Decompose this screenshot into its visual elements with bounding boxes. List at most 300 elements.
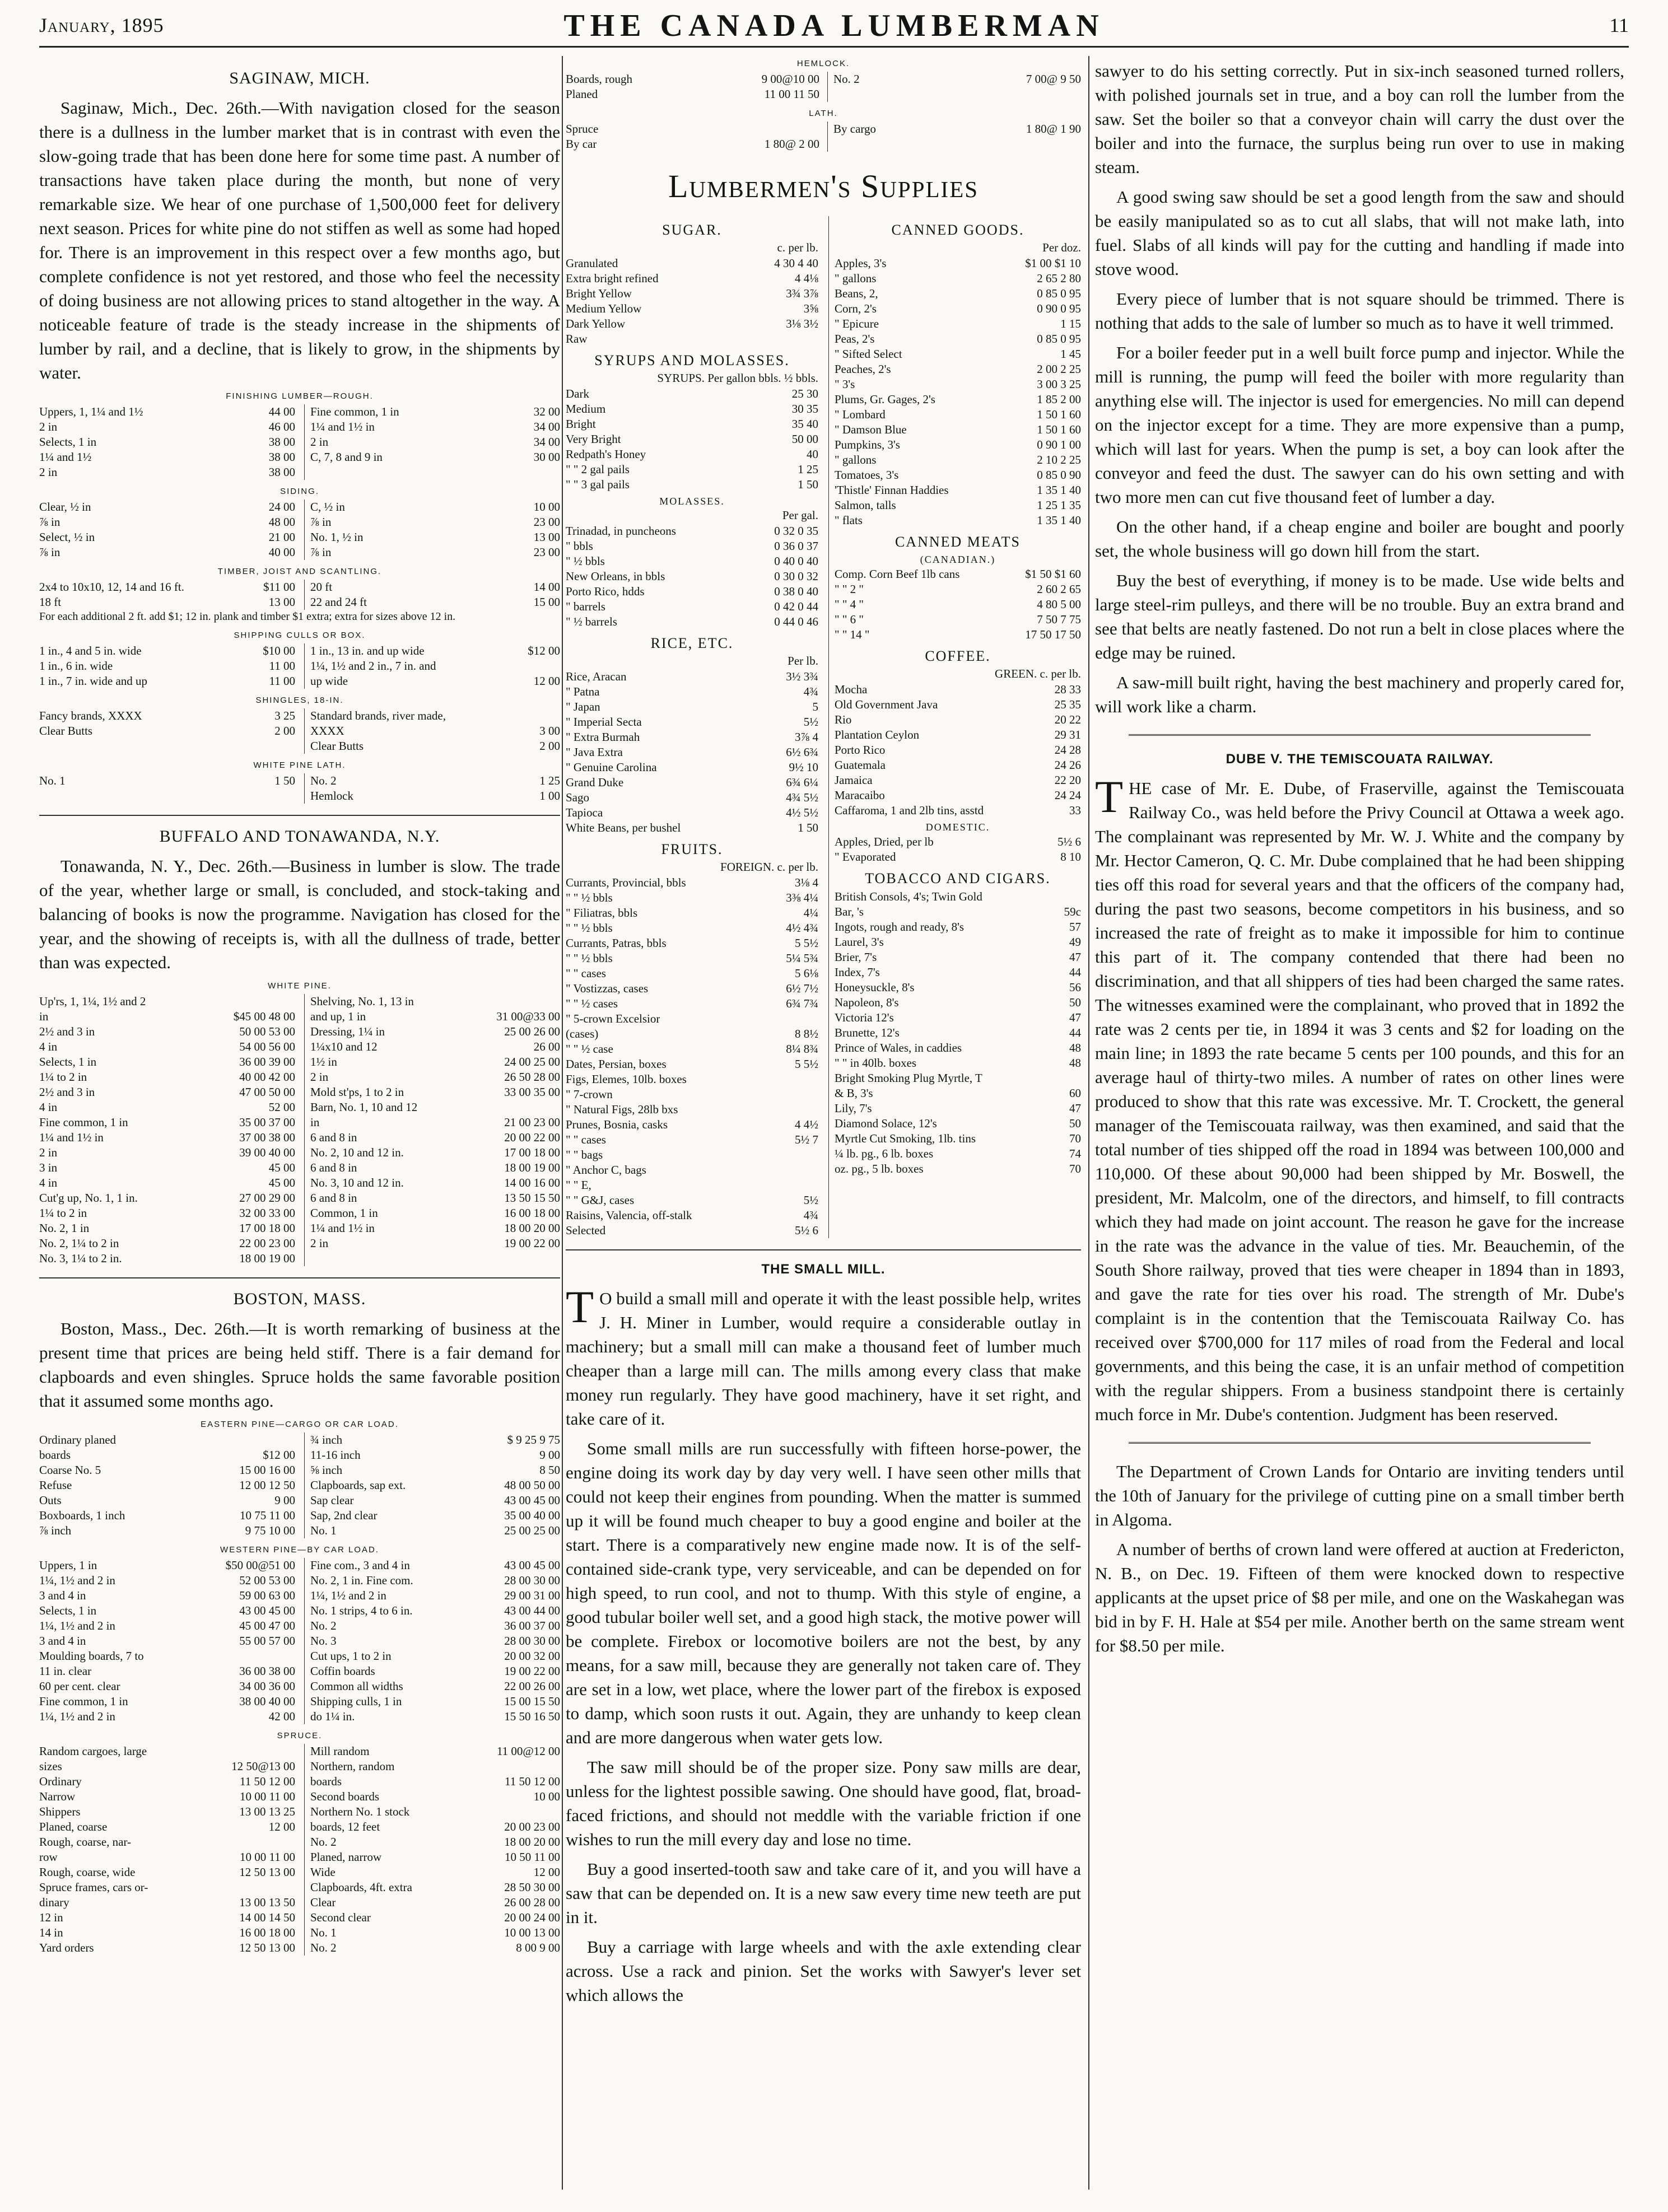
item-label: Apples, 3's bbox=[835, 256, 887, 270]
price-row bbox=[835, 582, 1081, 597]
molasses-list bbox=[566, 524, 818, 629]
item-price: 14 00 16 00 bbox=[504, 1176, 560, 1189]
item-label: boards, 12 feet bbox=[310, 1820, 380, 1833]
item-price: 18 00 20 00 bbox=[504, 1221, 560, 1235]
item-price: $50 00@51 00 bbox=[225, 1558, 295, 1572]
item-label: No. 2, 1 in. Fine com. bbox=[310, 1574, 413, 1587]
price-row bbox=[39, 1634, 295, 1649]
item-label: " " 2 gal pails bbox=[566, 463, 630, 476]
price-row bbox=[39, 1603, 295, 1618]
item-label: Beans, 2, bbox=[835, 287, 878, 300]
item-label: " Java Extra bbox=[566, 745, 623, 759]
price-row bbox=[835, 850, 1081, 865]
item-price: 20 22 bbox=[1054, 713, 1081, 726]
boston-heading: BOSTON, MASS. bbox=[233, 1290, 366, 1308]
item-price: 1 50 bbox=[798, 478, 818, 491]
item-label: Rough, coarse, nar- bbox=[39, 1835, 132, 1849]
supplies-right bbox=[828, 216, 1081, 1238]
price-row bbox=[566, 286, 818, 301]
price-row bbox=[39, 1508, 295, 1523]
price-row bbox=[39, 1835, 295, 1850]
item-price: 5 6⅛ bbox=[795, 967, 818, 980]
price-row bbox=[310, 708, 560, 724]
canned-meats-heading: CANNED MEATS bbox=[894, 534, 1021, 550]
item-label: up wide bbox=[310, 674, 348, 688]
western-pine-heading: WESTERN PINE—BY CAR LOAD. bbox=[220, 1545, 379, 1555]
item-label: Caffaroma, 1 and 2lb tins, asstd bbox=[835, 804, 984, 817]
item-price: 24 24 bbox=[1054, 788, 1081, 802]
price-row bbox=[39, 1925, 295, 1940]
price-row bbox=[835, 597, 1081, 612]
price-row bbox=[310, 1774, 560, 1789]
sugar-unit: c. per lb. bbox=[777, 241, 818, 254]
small-mill-continued: sawyer to do his setting correctly. Put in six-inch seasoned turned rollers, with polished journals set in true, and a boy can roll the lumber from the saw. Set the boiler so that a conveyor chain will carry the dust over the boiler and into the furnace, the surplus being run over to use in making steam. bbox=[1095, 61, 1624, 177]
item-price bbox=[815, 1163, 818, 1178]
drop-cap: T bbox=[566, 1281, 594, 1332]
item-price: 4 30 4 40 bbox=[774, 256, 818, 270]
item-price: 0 42 0 44 bbox=[774, 600, 818, 613]
item-label: Currants, Provincial, bbls bbox=[566, 876, 686, 889]
price-row bbox=[310, 1744, 560, 1759]
price-row bbox=[566, 669, 818, 684]
item-label: 1 in., 7 in. wide and up bbox=[39, 674, 148, 688]
item-label: Mold st'ps, 1 to 2 in bbox=[310, 1085, 404, 1099]
price-row bbox=[310, 1039, 560, 1054]
item-price: 70 bbox=[1069, 1162, 1081, 1175]
item-label: " bbls bbox=[566, 539, 593, 553]
item-price: 22 00 26 00 bbox=[504, 1679, 560, 1693]
item-price: 9 00 bbox=[539, 1448, 560, 1462]
finishing-lumber-table bbox=[39, 404, 560, 480]
canned-meats-sub: (CANADIAN.) bbox=[920, 554, 996, 565]
item-label: Diamond Solace, 12's bbox=[835, 1117, 937, 1130]
price-row bbox=[310, 1880, 560, 1895]
item-price bbox=[1078, 1071, 1081, 1086]
item-label: 4 in bbox=[39, 1176, 58, 1189]
item-price bbox=[292, 1649, 295, 1664]
item-label: 2½ and 3 in bbox=[39, 1025, 95, 1038]
item-label: No. 2 bbox=[310, 774, 337, 787]
item-label: " Genuine Carolina bbox=[566, 760, 657, 774]
item-label: " " 4 " bbox=[835, 598, 864, 611]
price-row bbox=[566, 332, 818, 347]
item-price: 8 10 bbox=[1060, 850, 1081, 864]
coffee-heading: COFFEE. bbox=[925, 648, 991, 664]
price-row bbox=[566, 72, 819, 87]
column-divider bbox=[562, 56, 563, 2190]
item-label: 14 in bbox=[39, 1926, 63, 1939]
item-label: Myrtle Cut Smoking, 1lb. tins bbox=[835, 1132, 976, 1145]
item-label: Very Bright bbox=[566, 432, 621, 446]
price-row bbox=[566, 951, 818, 966]
price-row bbox=[310, 580, 560, 595]
small-mill-paragraph: Some small mills are run successfully with fifteen horse-power, the engine doing its work day by day very well. I have seen other mills that could not keep their engines from pounding. When the matter is summed up it will be found much cheaper to buy a good engine and boiler at the start. There is a comparatively new engine made now. It is of the self-contained side-crank type, very serviceable, and can be depended on for high speed, to run cool, and not to thump. With this style of engine, a good tubular boiler well set, and a good high stack, the motive power will be complete. Firebox or locomotive boilers are not the best, by any means, for a saw mill, because they are generally not taken care of. They are set in a low, wet place, where the lower part of the firebox is exposed to damp, which soon rusts it out. Again, they are unhandy to keep clean and are more dangerous when water gets low. bbox=[566, 1439, 1081, 1747]
item-price: 2 10 2 25 bbox=[1037, 453, 1081, 466]
section-rule bbox=[39, 815, 560, 816]
item-label: Fine common, 1 in bbox=[310, 405, 399, 418]
price-row bbox=[310, 1221, 560, 1236]
item-label: Rough, coarse, wide bbox=[39, 1865, 136, 1879]
price-row bbox=[310, 674, 560, 689]
sugar-list bbox=[566, 256, 818, 347]
table-right bbox=[304, 1432, 560, 1538]
price-row bbox=[39, 643, 295, 659]
item-price: 45 00 bbox=[268, 1176, 295, 1189]
price-row bbox=[835, 727, 1081, 743]
item-price: 18 00 20 00 bbox=[504, 1835, 560, 1849]
price-row bbox=[566, 477, 818, 492]
item-label: Bright bbox=[566, 417, 596, 431]
item-price: 29 00 31 00 bbox=[504, 1589, 560, 1602]
price-row bbox=[310, 1618, 560, 1634]
item-label: boards bbox=[310, 1775, 342, 1788]
price-row bbox=[39, 1774, 295, 1789]
item-price: 0 85 0 95 bbox=[1037, 287, 1081, 300]
item-label: By cargo bbox=[833, 122, 877, 136]
item-label: 1¼, 1½ and 2 in bbox=[39, 1619, 115, 1632]
price-row bbox=[39, 1175, 295, 1191]
item-label: Raisins, Valencia, off-stalk bbox=[566, 1208, 692, 1222]
price-row bbox=[310, 1634, 560, 1649]
table-left bbox=[39, 580, 295, 610]
item-price: 12 00 bbox=[533, 1865, 560, 1879]
item-label: " ½ bbls bbox=[566, 554, 605, 568]
item-label: Common all widths bbox=[310, 1679, 403, 1693]
price-row bbox=[310, 1175, 560, 1191]
price-row bbox=[310, 1588, 560, 1603]
price-row bbox=[39, 1940, 295, 1956]
table-left bbox=[39, 1558, 295, 1724]
price-row bbox=[835, 316, 1081, 332]
item-price: 47 00 50 00 bbox=[239, 1085, 295, 1099]
item-price: 5 5½ bbox=[795, 1057, 818, 1071]
item-price: 17 50 17 50 bbox=[1025, 628, 1081, 641]
item-price: 38 00 40 00 bbox=[239, 1695, 295, 1708]
price-row bbox=[566, 805, 818, 820]
item-label: " 3's bbox=[835, 377, 855, 391]
price-row bbox=[39, 1789, 295, 1804]
price-row bbox=[310, 1024, 560, 1039]
item-label: 2½ and 3 in bbox=[39, 1085, 95, 1099]
price-row bbox=[310, 659, 560, 674]
item-price: 36 00 37 00 bbox=[504, 1619, 560, 1632]
price-row bbox=[566, 137, 819, 152]
item-price bbox=[557, 1100, 560, 1115]
item-label: Corn, 2's bbox=[835, 302, 877, 315]
item-price: 15 00 16 00 bbox=[239, 1463, 295, 1477]
masthead bbox=[39, 8, 1629, 41]
syrups-heading: SYRUPS AND MOLASSES. bbox=[594, 352, 790, 368]
price-row bbox=[835, 1040, 1081, 1056]
price-row bbox=[310, 1115, 560, 1130]
price-row bbox=[39, 515, 295, 530]
price-row bbox=[39, 1679, 295, 1694]
item-label: Random cargoes, large bbox=[39, 1744, 147, 1758]
item-label: 18 ft bbox=[39, 595, 62, 609]
price-row bbox=[566, 1072, 818, 1087]
item-label: 6 and 8 in bbox=[310, 1191, 357, 1205]
item-label: 60 per cent. clear bbox=[39, 1679, 120, 1693]
item-label: oz. pg., 5 lb. boxes bbox=[835, 1162, 924, 1175]
item-label: 1¼ and 1½ in bbox=[310, 420, 375, 433]
item-label: 3 in bbox=[39, 1161, 58, 1174]
price-row bbox=[310, 1206, 560, 1221]
item-price: 12 00 12 50 bbox=[239, 1478, 295, 1492]
price-row bbox=[566, 1147, 818, 1163]
price-row bbox=[833, 122, 1081, 137]
price-row bbox=[39, 1850, 295, 1865]
item-label: 1¼x10 and 12 bbox=[310, 1040, 378, 1053]
price-row bbox=[835, 437, 1081, 452]
item-price: 22 00 23 00 bbox=[239, 1236, 295, 1250]
price-row bbox=[566, 1057, 818, 1072]
table-left bbox=[39, 404, 295, 480]
table-left bbox=[39, 643, 295, 689]
item-price: 4½ 4¾ bbox=[786, 921, 818, 935]
item-label: Index, 7's bbox=[835, 965, 880, 979]
price-row bbox=[566, 699, 818, 715]
item-label: Currants, Patras, bbls bbox=[566, 936, 667, 950]
price-row bbox=[39, 1804, 295, 1819]
item-label: ⅞ in bbox=[39, 515, 60, 529]
item-label: 2 in bbox=[39, 465, 58, 479]
item-label: dinary bbox=[39, 1896, 69, 1909]
item-label: Wide bbox=[310, 1865, 336, 1879]
price-row bbox=[566, 730, 818, 745]
item-label: ⅝ inch bbox=[310, 1463, 343, 1477]
price-row bbox=[39, 1100, 295, 1115]
price-row bbox=[39, 1573, 295, 1588]
section-rule bbox=[1129, 734, 1591, 736]
price-row bbox=[835, 904, 1081, 920]
item-label: Planed, coarse bbox=[39, 1820, 108, 1833]
item-label: " " ½ cases bbox=[566, 997, 618, 1010]
item-price: 12 50@13 00 bbox=[231, 1760, 295, 1773]
price-row bbox=[835, 1101, 1081, 1116]
dube-heading: DUBE V. THE TEMISCOUATA RAILWAY. bbox=[1226, 752, 1494, 767]
item-price: 38 00 bbox=[268, 450, 295, 464]
item-price: 50 bbox=[1069, 1117, 1081, 1130]
price-row bbox=[566, 386, 818, 402]
item-price: 1 85 2 00 bbox=[1037, 393, 1081, 406]
item-price: 48 00 50 00 bbox=[504, 1478, 560, 1492]
price-row bbox=[835, 271, 1081, 286]
price-row bbox=[835, 758, 1081, 773]
price-row bbox=[310, 1850, 560, 1865]
item-label: " Epicure bbox=[835, 317, 879, 330]
item-price: $45 00 48 00 bbox=[233, 1010, 295, 1023]
price-row bbox=[39, 530, 295, 545]
price-row bbox=[566, 87, 819, 102]
item-label: Clear bbox=[310, 1896, 336, 1909]
item-label: " Filiatras, bbls bbox=[566, 906, 638, 920]
price-row bbox=[39, 1558, 295, 1573]
price-row bbox=[566, 584, 818, 599]
canned-goods-heading: CANNED GOODS. bbox=[891, 222, 1024, 238]
price-row bbox=[39, 419, 295, 435]
item-price: 20 00 24 00 bbox=[504, 1911, 560, 1924]
item-price: 1 15 bbox=[1060, 317, 1081, 330]
table-right bbox=[304, 500, 560, 560]
item-label: Granulated bbox=[566, 256, 618, 270]
supplies-table bbox=[566, 216, 1081, 1238]
item-price: 55 00 57 00 bbox=[239, 1634, 295, 1648]
section-rule bbox=[1129, 1442, 1591, 1444]
item-label: Porto Rico bbox=[835, 743, 886, 757]
item-label: 1¼ and 1½ in bbox=[310, 1221, 375, 1235]
price-row bbox=[310, 1160, 560, 1175]
item-price: 11 00 bbox=[269, 674, 295, 688]
item-price: 5½ 6 bbox=[795, 1224, 818, 1237]
price-row bbox=[566, 417, 818, 432]
item-label: 6 and 8 in bbox=[310, 1161, 357, 1174]
domestic-list bbox=[835, 834, 1081, 865]
price-row bbox=[566, 271, 818, 286]
item-price: 1 50 1 60 bbox=[1037, 408, 1081, 421]
price-row bbox=[39, 1236, 295, 1251]
item-label: " " ½ bbls bbox=[566, 951, 613, 965]
item-label: " Sifted Select bbox=[835, 347, 902, 361]
item-label: Moulding boards, 7 to bbox=[39, 1649, 144, 1663]
item-label: " " 6 " bbox=[835, 613, 864, 626]
item-label: By car bbox=[566, 137, 597, 151]
price-row bbox=[310, 1664, 560, 1679]
item-label: Redpath's Honey bbox=[566, 447, 646, 461]
price-row bbox=[310, 1191, 560, 1206]
item-price: 1 50 bbox=[798, 821, 818, 834]
price-row bbox=[835, 1161, 1081, 1177]
item-price: 47 bbox=[1069, 1011, 1081, 1024]
price-row bbox=[835, 452, 1081, 468]
item-label: Refuse bbox=[39, 1478, 72, 1492]
item-price: 5½ 7 bbox=[795, 1133, 818, 1146]
item-label: " ½ barrels bbox=[566, 615, 617, 628]
item-price: 16 00 18 00 bbox=[504, 1206, 560, 1220]
item-price: 24 00 bbox=[268, 500, 295, 514]
item-price: 37 00 38 00 bbox=[239, 1131, 295, 1144]
item-label: " " ½ case bbox=[566, 1042, 613, 1056]
hemlock-table bbox=[566, 72, 1081, 102]
table-left bbox=[39, 708, 295, 754]
item-label: 2x4 to 10x10, 12, 14 and 16 ft. bbox=[39, 580, 184, 594]
price-row bbox=[835, 834, 1081, 850]
item-price: 9½ 10 bbox=[789, 760, 818, 774]
item-label: 1 in., 6 in. wide bbox=[39, 659, 113, 673]
price-row bbox=[310, 1100, 560, 1115]
item-label: Barn, No. 1, 10 and 12 bbox=[310, 1100, 418, 1114]
price-row bbox=[566, 1087, 818, 1102]
price-row bbox=[310, 1835, 560, 1850]
column-3 bbox=[1095, 59, 1624, 1663]
price-row bbox=[566, 936, 818, 951]
item-label: Pumpkins, 3's bbox=[835, 438, 900, 451]
price-row bbox=[310, 500, 560, 515]
price-row bbox=[39, 1221, 295, 1236]
item-price: 12 50 13 00 bbox=[239, 1941, 295, 1954]
price-row bbox=[835, 697, 1081, 712]
white-pine-table bbox=[39, 994, 560, 1266]
item-price: 1 50 bbox=[274, 774, 295, 787]
item-label: " " in 40lb. boxes bbox=[835, 1056, 917, 1070]
item-label: Medium Yellow bbox=[566, 302, 642, 315]
item-price bbox=[292, 1744, 295, 1759]
item-label: No. 2 bbox=[310, 1835, 337, 1849]
item-price: 19 00 22 00 bbox=[504, 1664, 560, 1678]
price-row bbox=[566, 684, 818, 699]
price-row bbox=[566, 1223, 818, 1238]
item-label: Tomatoes, 3's bbox=[835, 468, 899, 482]
item-price: 43 00 45 00 bbox=[504, 1558, 560, 1572]
sugar-heading: SUGAR. bbox=[662, 222, 722, 238]
price-row bbox=[566, 569, 818, 584]
item-label: " " 14 " bbox=[835, 628, 870, 641]
item-label: row bbox=[39, 1850, 58, 1864]
price-row bbox=[835, 301, 1081, 316]
price-row bbox=[310, 435, 560, 450]
table-left bbox=[39, 773, 295, 804]
price-row bbox=[835, 950, 1081, 965]
item-price: 10 00 11 00 bbox=[240, 1790, 295, 1803]
price-row bbox=[835, 362, 1081, 377]
price-row bbox=[835, 935, 1081, 950]
item-price bbox=[816, 122, 819, 137]
price-row bbox=[310, 1463, 560, 1478]
item-label: Mocha bbox=[835, 683, 868, 696]
table-right bbox=[304, 643, 560, 689]
price-row bbox=[310, 1865, 560, 1880]
price-row bbox=[566, 1193, 818, 1208]
price-row bbox=[310, 1493, 560, 1508]
buffalo-report: Tonawanda, N. Y., Dec. 26th.—Business in lumber is slow. The trade of the year, whether large or small, is concluded, and stock-taking and balancing of books is now the programme. Navigation has closed for the year, and the showing of receipts is, with all the dullness of trade, better than was expected. bbox=[39, 856, 560, 972]
item-label: Bright Yellow bbox=[566, 287, 632, 300]
price-row bbox=[310, 1603, 560, 1618]
item-label: Yard orders bbox=[39, 1941, 94, 1954]
item-label: Shippers bbox=[39, 1805, 81, 1818]
item-label: 4 in bbox=[39, 1100, 58, 1114]
item-label: Sago bbox=[566, 791, 589, 804]
masthead-rule bbox=[39, 46, 1629, 48]
item-label: White Beans, per bushel bbox=[566, 821, 681, 834]
timber-table bbox=[39, 580, 560, 610]
item-label: Coarse No. 5 bbox=[39, 1463, 101, 1477]
item-price: 5½ bbox=[803, 1193, 818, 1207]
item-label: " " cases bbox=[566, 1133, 606, 1146]
item-price: 14 00 bbox=[533, 580, 560, 594]
item-price: 0 44 0 46 bbox=[774, 615, 818, 628]
item-label: Outs bbox=[39, 1494, 62, 1507]
section-rule bbox=[39, 1277, 560, 1278]
item-label: Planed bbox=[566, 87, 598, 101]
item-price: $10 00 bbox=[263, 644, 295, 657]
item-price: 25 35 bbox=[1054, 698, 1081, 711]
price-row bbox=[310, 1649, 560, 1664]
item-price: 26 50 28 00 bbox=[504, 1070, 560, 1084]
price-row bbox=[39, 1880, 295, 1895]
item-label: Napoleon, 8's bbox=[835, 996, 899, 1009]
item-price: 52 00 53 00 bbox=[239, 1574, 295, 1587]
item-label: 1¼, 1½ and 2 in bbox=[39, 1574, 115, 1587]
price-row bbox=[310, 1709, 560, 1724]
item-label: 11 in. clear bbox=[39, 1664, 92, 1678]
spruce-heading: SPRUCE. bbox=[277, 1731, 323, 1740]
price-row bbox=[835, 422, 1081, 437]
table-left bbox=[39, 1744, 295, 1956]
price-row bbox=[310, 1448, 560, 1463]
item-label: Jamaica bbox=[835, 773, 873, 787]
column-1 bbox=[39, 59, 560, 1956]
item-price: 38 00 bbox=[268, 465, 295, 479]
table-left bbox=[39, 994, 295, 1266]
